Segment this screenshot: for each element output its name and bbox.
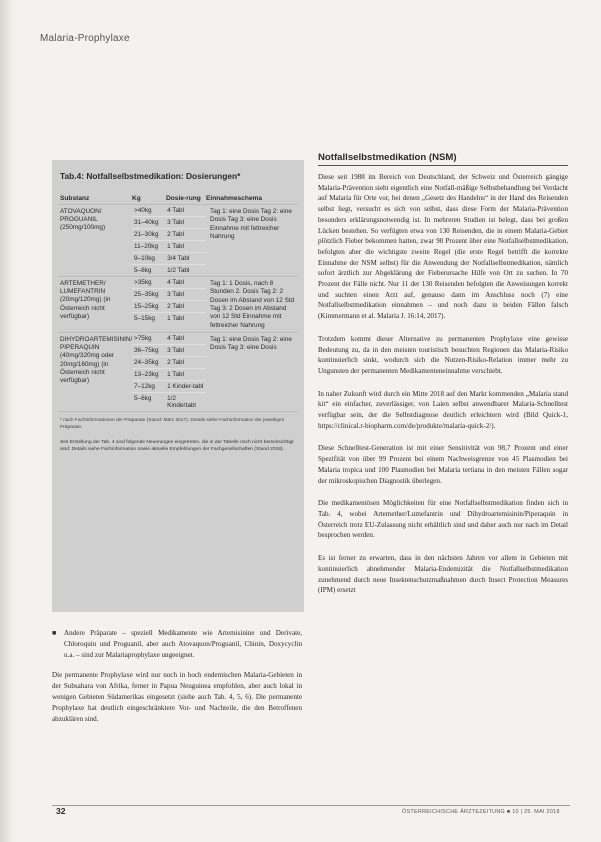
- paragraph: Diese seit 1988 im Bereich von Deutschland, der Schweiz und Österreich gängige Malaria-Prävention sieht eigentlich eine Notfall-mäßige Selbstbehandlung bei Verdacht auf Malaria für Orte vor, bei denen „Gesetz des Handelns“ in der Hand des Reisenden selbst liegt, versucht es sich von selbst, dass diese Form der Malaria-Prävention besonders erklärungsnotwendig ist. In mehreren Studien ist belegt, dass bei großen Lücken bestehen. So verfügten etwa von 130 Reisenden, die in einem Malaria-Gebiet plötzlich Fieber bekommen hatten, zwar 90 Prozent über eine Notfallselbstmedikation, befolgten aber die wichtigste zweite Regel (die erste Regel betrifft die korrekte Einnahme der NSM selbst) für die Anwendung der Notfallselbstmedikation, nämlich sofort ärztlich zur Abgeklärung der Fieberursache Hilfe von Ort zu suchen. In 70 Prozent der Fälle nicht. Nur 11 der 130 Reisenden befolgten die Anweisungen korrekt und suchten einen Arzt auf, genauso dann im Anschluss noch (7) eine Notfallselbstmedikation einnahmen – und noch dazu in beiden Fällen falsch (Kimmermann et al. Malaria J. 16:14, 2017).: [318, 173, 568, 321]
- left-column: [52, 628, 302, 724]
- dose-cell: 4 Tabl: [167, 334, 185, 342]
- dose-cell: 4 Tabl: [167, 279, 185, 286]
- dose-cell: 1 Kinder-tabl: [167, 382, 204, 390]
- table-row: [132, 277, 206, 289]
- page-edge-shadow: [0, 0, 14, 842]
- table-row-group: [58, 277, 298, 333]
- table-row: [132, 393, 206, 411]
- dose-cell: 1/2 Kindertabl: [167, 394, 196, 409]
- running-title: Malaria-Prophylaxe: [40, 33, 130, 44]
- weight-cell: 21–30kg: [134, 231, 159, 238]
- dose-cell: 2 Tabl: [167, 358, 185, 366]
- drug-name: DIHYDROARTEMISININ/ PIPERAQUIN (40mg/320mg oder 20mg/160mg) (in Österreich nicht verfügbar): [60, 335, 133, 384]
- table-row: [132, 313, 206, 324]
- dose-cell: 3/4 Tabl: [167, 255, 190, 262]
- column-header-kg: Kg: [132, 195, 141, 202]
- intake-scheme: Tag 1: eine Dosis Tag 2: eine Dosis Tag 3: eine Dosis: [210, 335, 292, 352]
- intake-scheme: Tag 1: eine Dosis Tag 2: eine Dosis Tag 3: eine Dosis Einnahme mit fettreicher Nahrung: [210, 208, 292, 240]
- right-column: [318, 172, 568, 608]
- table-row: [132, 265, 206, 276]
- journal-name: ÖSTERREICHISCHE ÄRZTEZEITUNG ■ 10 | 25. MAI 2018: [402, 809, 560, 815]
- drug-name: ARTEMETHER/ LUMEFANTRIN (20mg/120mg) (in Österreich nicht verfügbar): [60, 280, 111, 320]
- weight-cell: 31–40kg: [134, 219, 159, 226]
- paragraph: Trotzdem kommt dieser Alternative zu permanenten Prophylaxe eine gewisse Bedeutung zu, da in den meisten touristisch besuchten Regionen das Malaria-Risiko kontinuierlich sinkt, wodurch sich die Nutzen-Risiko-Relation immer mehr zu Ungunsten der permanenten Medikamenteneinnahme verschiebt.: [318, 334, 568, 375]
- table-row: [132, 253, 206, 265]
- dose-cell: 2 Tabl: [167, 231, 185, 238]
- weight-cell: >35kg: [134, 279, 152, 286]
- table-row: [132, 333, 206, 345]
- dose-cell: 4 Tabl: [167, 207, 185, 214]
- table-row: [132, 357, 206, 369]
- weight-cell: >75kg: [134, 334, 152, 342]
- weight-cell: 36–75kg: [134, 346, 159, 354]
- table-row: [132, 289, 206, 301]
- table-row-group: [58, 333, 298, 412]
- weight-cell: 25–35kg: [134, 291, 159, 298]
- table-header-row: [58, 195, 298, 205]
- dose-cell: 1 Tabl: [167, 315, 185, 322]
- weight-cell: 13–23kg: [134, 370, 159, 378]
- table-row: [132, 381, 206, 393]
- intake-scheme: Tag 1: 1 Dosis, nach 8 Stunden 2. Dosis Tag 2: 2 Dosen im Abstand von 12 Std Tag 3: 2 Dosen im Abstand von 12 Std Einnahme mit fettreicher Nahrung: [210, 280, 295, 329]
- weight-cell: 5–15kg: [134, 315, 155, 322]
- table-row: [132, 369, 206, 381]
- weight-dose-list: [132, 205, 206, 276]
- dosage-table: [52, 160, 304, 454]
- paragraph: Diese Schnelltest-Generation ist mit einer Sensitivität von 98,7 Prozent und einer Spezifität von über 99 Prozent bei einem Nachweisgrenze von 45 Plasmodien bei Malaria tropica und 100 Plasmodien bei Malaria tertiana in den meisten Fällen sogar der mikroskopischen Diagnostik überlegen.: [318, 444, 568, 485]
- weight-cell: 5–6kg: [134, 394, 152, 402]
- dose-cell: 2 Tabl: [167, 303, 185, 310]
- weight-dose-list: [132, 333, 206, 411]
- column-header-scheme: Einnahmeschema: [206, 195, 263, 202]
- section-heading: Notfallselbstmedikation (NSM): [318, 152, 457, 163]
- table-row: [132, 345, 206, 357]
- weight-cell: 5–8kg: [134, 267, 152, 274]
- dose-cell: 1/2 Tabl: [167, 267, 190, 274]
- weight-cell: 15–25kg: [134, 303, 159, 310]
- column-header-dose: Dosie-rung: [166, 195, 201, 202]
- table-row: [132, 229, 206, 241]
- dose-cell: 3 Tabl: [167, 291, 185, 298]
- weight-cell: 7–12kg: [134, 382, 155, 390]
- table-note: Seit Erstellung der Tab. 4 sind folgende Neuerungen eingetreten, die in der Tabelle noch nicht berücksichtigt sind: Details siehe Fachinformation sowie aktuelle Empfehlungen der Fachgesellschaften (Stand 2018).: [60, 440, 294, 453]
- paragraph: Die permanente Prophylaxe wird nur noch in hoch endemischen Malaria-Gebieten in der Subsahara von Afrika, ferner in Papua Neuguinea empfohlen, aber auch lokal in wenigen Gebieten Südamerikas eingesetzt (siehe auch Tab. 4, 5, 6). Die permanente Prophylaxe hat deutlich eingeschränktere Vor- und Nachteile, die den Betroffenen abzuklären sind.: [52, 671, 302, 723]
- table-footnote: * nach Fachinformationen der Präparate (Stand: März 2017). Details siehe Fachinformation der jeweiligen Präparate.: [60, 417, 285, 430]
- bullet-item: [52, 628, 302, 660]
- dose-cell: 1 Tabl: [167, 243, 185, 250]
- heading-rule: [318, 165, 568, 166]
- dose-cell: 3 Tabl: [167, 219, 185, 226]
- column-header-substance: Substanz: [60, 195, 90, 202]
- table-row: [132, 205, 206, 217]
- footer-rule: [52, 805, 570, 806]
- table-row: [132, 241, 206, 253]
- bullet-text: Andere Präparate – speziell Medikamente wie Artemisinine und Derivate, Chloroquin und Proguanil, aber auch Atovaquon/Proguanil, Chinin, Doxycyclin u.a. – sind zur Malariaprophylaxe ungeeignet.: [64, 629, 302, 659]
- weight-cell: 24–35kg: [134, 358, 159, 366]
- table-row: [132, 301, 206, 313]
- paragraph: Es ist ferner zu erwarten, dass in den nächsten Jahren vor allem in Gebieten mit kontinuierlich abnehmender Malaria-Endemizität die Notfallselbstmedikation zunehmend durch neue Insektenschutzmaßnahmen durch Insect Protection Measures (IPM) ersetzt: [318, 554, 568, 595]
- weight-cell: 9–10kg: [134, 255, 155, 262]
- weight-cell: 11–20kg: [134, 243, 159, 250]
- table-title: Tab.4: Notfallselbstmedikation: Dosierungen*: [60, 171, 241, 181]
- drug-name: ATOVAQUON/ PROGUANIL (250mg/100mg): [60, 208, 106, 232]
- table-row: [132, 217, 206, 229]
- page-number: 32: [56, 806, 66, 816]
- weight-dose-list: [132, 277, 206, 332]
- bullet-icon: ■: [52, 629, 57, 637]
- table-row-group: [58, 205, 298, 277]
- paragraph: Die medikamentösen Möglichkeiten für eine Notfallselbstmedikation finden sich in Tab. 4, wobei Artemether/Lumefantrin und Dihydroartemisinin/Piperaquin in Österreich trotz EU-Zulassung nicht erhältlich sind und daher auch nur nach im Detail besprochen werden.: [318, 499, 568, 540]
- dose-cell: 1 Tabl: [167, 370, 185, 378]
- paragraph: In naher Zukunft wird durch ein Mitte 2018 auf den Markt kommenden „Malaria stand kit“ ein einfacher, zuverlässiger, von Laien selbst anwendbarer Malaria-Schnelltest verfügbar sein, der die Selbstdiagnose deutlich erleichtern wird (Bild Quick-1, https://clinical.r-biopharm.com/de/produkte/malaria-quick-2/).: [318, 389, 568, 430]
- dose-cell: 3 Tabl: [167, 346, 185, 354]
- weight-cell: >40kg: [134, 207, 152, 214]
